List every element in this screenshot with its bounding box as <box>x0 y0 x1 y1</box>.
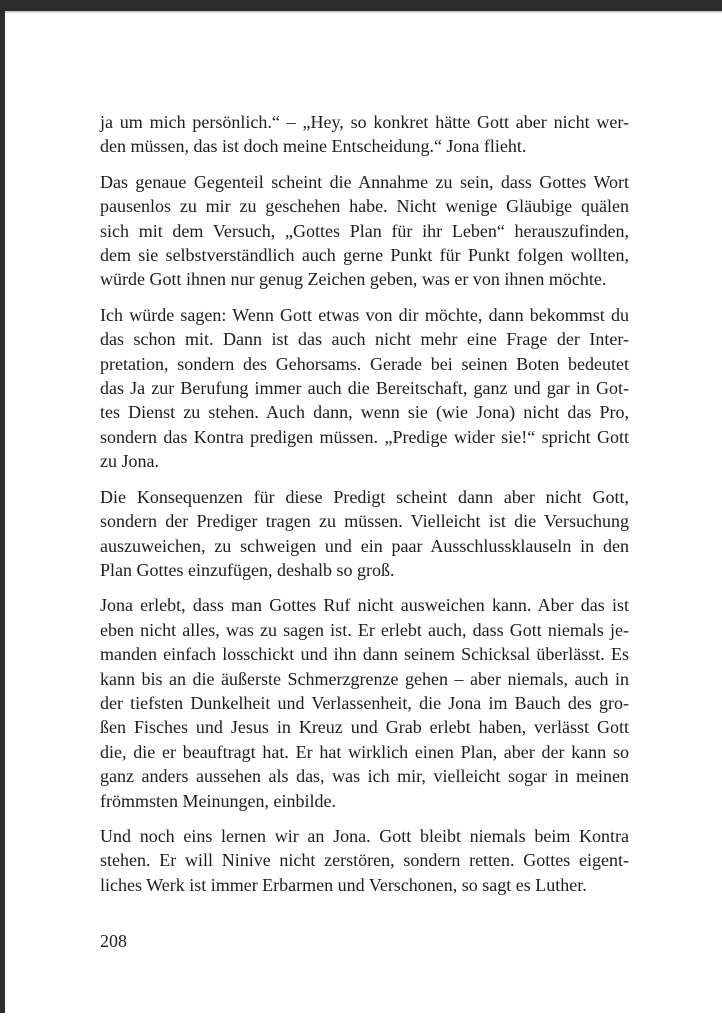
text-line: kann bis an die äußerste Schmerzgrenze gehen – aber niemals, auch in <box>100 668 629 689</box>
paragraph <box>100 485 629 583</box>
text-line: frömmsten Meinungen, einbilde. <box>100 790 336 811</box>
text-line: würde Gott ihnen nur genug Zeichen geben, was er von ihnen möchte. <box>100 269 607 290</box>
text-line: ßen Fisches und Jesus in Kreuz und Grab erlebt haben, verlässt Gott <box>100 717 629 738</box>
paragraph <box>100 824 629 897</box>
text-line: tes Dienst zu stehen. Auch dann, wenn sie (wie Jona) nicht das Pro, <box>100 402 629 423</box>
text-line: Plan Gottes einzufügen, deshalb so groß. <box>100 559 395 580</box>
text-line: Ich würde sagen: Wenn Gott etwas von dir möchte, dann bekommst du <box>100 304 629 325</box>
text-line: Die Konsequenzen für diese Predigt scheint dann aber nicht Gott, <box>100 486 629 507</box>
scan-border-top <box>0 0 722 11</box>
paragraph <box>100 303 629 474</box>
text-line: liches Werk ist immer Erbarmen und Verschonen, so sagt es Luther. <box>100 874 587 895</box>
text-line: ganz anders aussehen als das, was ich mir, vielleicht sogar in meinen <box>100 766 629 787</box>
text-line: sondern der Prediger tragen zu müssen. Vielleicht ist die Versuchung <box>100 511 629 532</box>
text-line: ja um mich persönlich.“ – „Hey, so konkret hätte Gott aber nicht wer- <box>100 112 629 132</box>
text-line: manden einfach losschickt und ihn dann seinem Schicksal überlässt. Es <box>100 644 629 665</box>
text-line: dem sie selbstverständlich auch gerne Punkt für Punkt folgen wollten, <box>100 245 629 266</box>
page-number: 208 <box>100 931 127 951</box>
text-line: pretation, sondern des Gehorsams. Gerade bei seinen Boten bedeutet <box>100 353 629 374</box>
text-line: den müssen, das ist doch meine Entscheidung.“ Jona flieht. <box>100 136 527 157</box>
text-line: pausenlos zu mir zu geschehen habe. Nicht wenige Gläubige quälen <box>100 196 629 217</box>
body-text <box>100 110 629 897</box>
scan-border-left <box>0 0 5 1013</box>
text-line: zu Jona. <box>100 451 159 472</box>
text-line: der tiefsten Dunkelheit und Verlassenheit, die Jona im Bauch des gro- <box>100 692 629 713</box>
text-line: stehen. Er will Ninive nicht zerstören, sondern retten. Gottes eigent- <box>100 850 629 871</box>
text-line: das Ja zur Berufung immer auch die Bereitschaft, ganz und gar in Got- <box>100 378 629 399</box>
text-line: Und noch eins lernen wir an Jona. Gott bleibt niemals beim Kontra <box>100 825 629 846</box>
paragraph <box>100 593 629 813</box>
text-line: sich mit dem Versuch, „Gottes Plan für ihr Leben“ herauszufinden, <box>100 220 629 241</box>
page-edge-highlight <box>5 11 722 13</box>
text-line: Jona erlebt, dass man Gottes Ruf nicht ausweichen kann. Aber das ist <box>100 595 629 616</box>
text-line: das schon mit. Dann ist das auch nicht mehr eine Frage der Inter- <box>100 329 629 350</box>
text-line: Das genaue Gegenteil scheint die Annahme zu sein, dass Gottes Wort <box>100 171 629 192</box>
text-line: die, die er beauftragt hat. Er hat wirklich einen Plan, aber der kann so <box>100 741 629 762</box>
paragraph <box>100 170 629 292</box>
text-line: sondern das Kontra predigen müssen. „Predige wider sie!“ spricht Gott <box>100 426 629 447</box>
text-line: eben nicht alles, was zu sagen ist. Er erlebt auch, dass Gott niemals je- <box>100 619 629 640</box>
text-line: auszuweichen, zu schweigen und ein paar Ausschlussklauseln in den <box>100 535 629 556</box>
paragraph <box>100 110 629 159</box>
